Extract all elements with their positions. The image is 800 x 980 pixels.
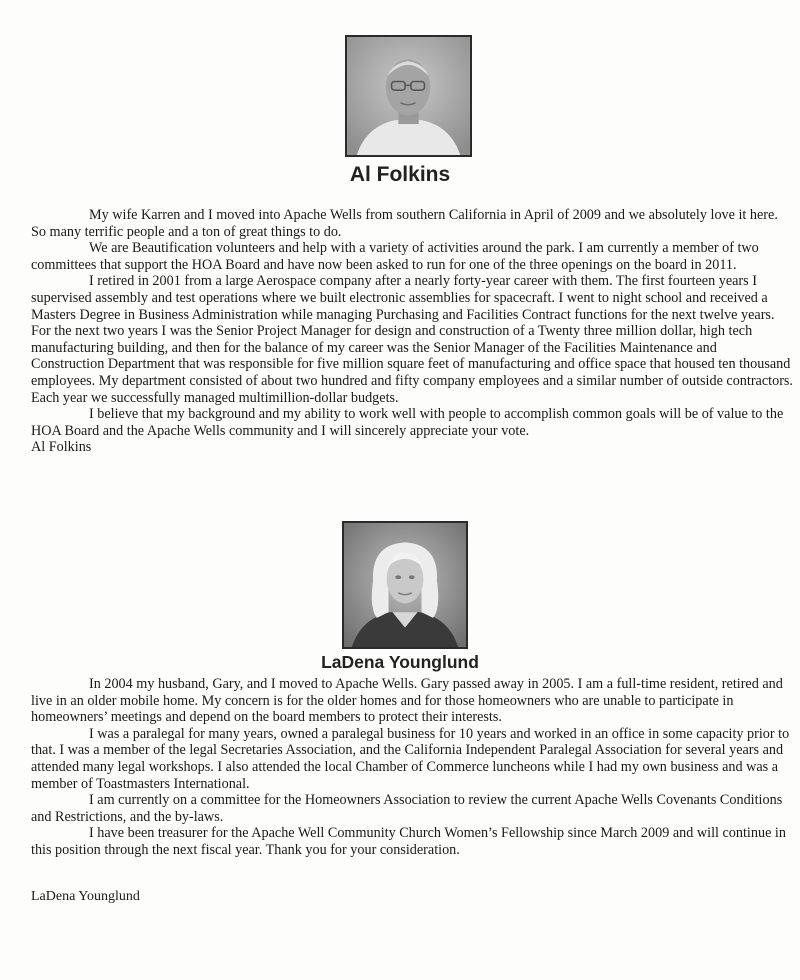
candidate-bio bbox=[31, 207, 793, 456]
candidate-bio bbox=[31, 676, 793, 859]
bio-paragraph: In 2004 my husband, Gary, and I moved to Apache Wells. Gary passed away in 2005. I am a full-time resident, retired and live in an older mobile home. My concern is for the older homes and for those homeowners who are unable to participate in homeowners’ meetings and depend on the board members to protect their interests. bbox=[31, 676, 783, 726]
signature: Al Folkins bbox=[31, 439, 92, 456]
portrait-man-icon bbox=[347, 37, 470, 155]
bio-paragraph: I was a paralegal for many years, owned a paralegal business for 10 years and worked in an office in some capacity prior to that. I was a member of the legal Secretaries Association, and the California Independent Paralegal Association for several years and attended many legal workshops. I also attended the local Chamber of Commerce luncheons while I had my own business and was a member of Toastmasters International. bbox=[31, 725, 790, 792]
bio-paragraph: I am currently on a committee for the Homeowners Association to review the current Apache Wells Covenants Conditions and Restrictions, and the by-laws. bbox=[31, 792, 783, 825]
bio-paragraph: I retired in 2001 from a large Aerospace company after a nearly forty-year career with them. The first fourteen years I supervised assembly and test operations where we built electronic assemblies for spacecraft. I went to night school and received a Masters Degree in Business Administration while managing Purchasing and Facilities Contract functions for the next twelve years. For the next two years I was the Senior Project Manager for design and construction of a Twenty three million dollar, high tech manufacturing building, and then for the balance of my career was the Senior Manager of the Facilities Maintenance and Construction Department that was responsible for five million square feet of manufacturing and office space that housed ten thousand employees. My department consisted of about two hundred and fifty company employees and a similar number of outside contractors. Each year we successfully managed multimillion-dollar budgets. bbox=[31, 273, 793, 406]
bio-paragraph: I have been treasurer for the Apache Well Community Church Women’s Fellowship since March 2009 and will continue in this position through the next fiscal year. Thank you for your consideration. bbox=[31, 825, 786, 858]
photo-ladena-younglund bbox=[342, 521, 468, 649]
bio-paragraph: I believe that my background and my ability to work well with people to accomplish common goals will be of value to the HOA Board and the Apache Wells community and I will sincerely appreciate your vote. bbox=[31, 406, 784, 439]
candidate-name: Al Folkins bbox=[349, 163, 451, 186]
portrait-woman-icon bbox=[344, 523, 466, 647]
candidate-name: LaDena Younglund bbox=[321, 652, 479, 672]
signature: LaDena Younglund bbox=[31, 889, 140, 904]
photo-al-folkins bbox=[345, 35, 472, 157]
bio-paragraph: My wife Karren and I moved into Apache Wells from southern California in April of 2009 and we absolutely love it here. So many terrific people and a ton of great things to do. bbox=[31, 207, 778, 240]
bio-paragraph: We are Beautification volunteers and help with a variety of activities around the park. I am currently a member of two committees that support the HOA Board and have now been asked to run for one of the three openings on the board in 2011. bbox=[31, 240, 759, 273]
